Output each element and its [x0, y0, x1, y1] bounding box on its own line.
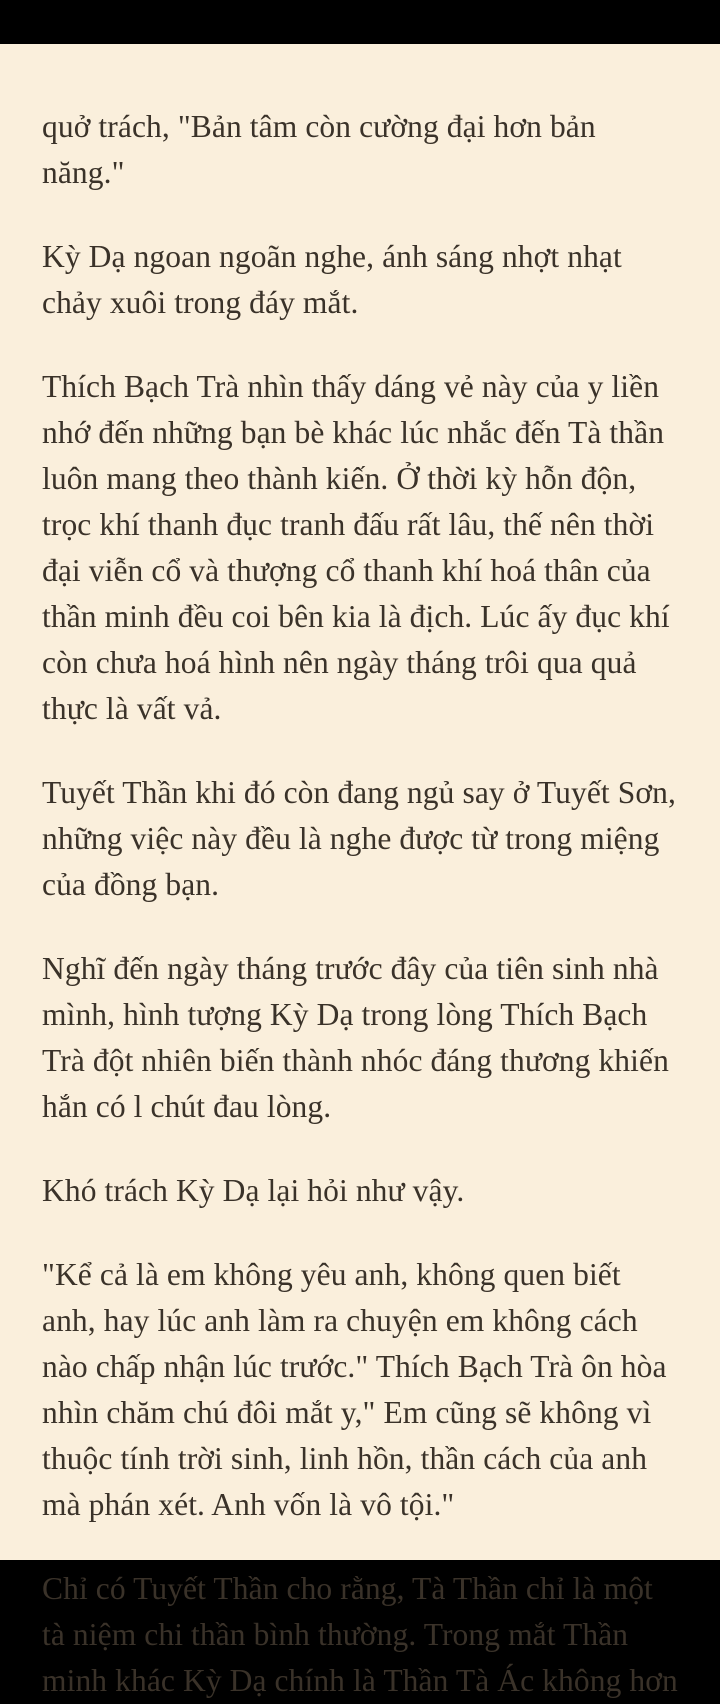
paragraph: Nghĩ đến ngày tháng trước đây của tiên sinh nhà mình, hình tượng Kỳ Dạ trong lòng Thích Bạch Trà đột nhiên biến thành nhóc đáng thương khiến hắn có l chút đau lòng.	[42, 951, 669, 1124]
paragraph: Thích Bạch Trà nhìn thấy dáng vẻ này của y liền nhớ đến những bạn bè khác lúc nhắc đến Tà thần luôn mang theo thành kiến. Ở thời kỳ hỗn độn, trọc khí thanh đục tranh đấu rất lâu, thế nên thời đại viễn cổ và thượng cổ thanh khí hoá thân của thần minh đều coi bên kia là địch. Lúc ấy đục khí còn chưa hoá hình nên ngày tháng trôi qua quả thực là vất vả.	[42, 369, 670, 726]
chapter-text-body	[0, 44, 720, 1704]
paragraph: quở trách, "Bản tâm còn cường đại hơn bản năng."	[42, 109, 596, 190]
paragraph: Kỳ Dạ ngoan ngoãn nghe, ánh sáng nhợt nhạt chảy xuôi trong đáy mắt.	[42, 239, 622, 320]
paragraph: Chỉ có Tuyết Thần cho rằng, Tà Thần chỉ là một tà niệm chi thần bình thường. Trong mắt Thần minh khác Kỳ Dạ chính là Thần Tà Ác không hơn	[42, 1571, 678, 1698]
paragraph: "Kể cả là em không yêu anh, không quen biết anh, hay lúc anh làm ra chuyện em không cách nào chấp nhận lúc trước." Thích Bạch Trà ôn hòa nhìn chăm chú đôi mắt y," Em cũng sẽ không vì thuộc tính trời sinh, linh hồn, thần cách của anh mà phán xét. Anh vốn là vô tội."	[42, 1257, 667, 1522]
paragraph: Tuyết Thần khi đó còn đang ngủ say ở Tuyết Sơn, những việc này đều là nghe được từ trong miệng của đồng bạn.	[42, 775, 676, 902]
status-bar	[0, 0, 720, 44]
paragraph: Khó trách Kỳ Dạ lại hỏi như vậy.	[42, 1173, 465, 1208]
reader-page[interactable]	[0, 44, 720, 1698]
